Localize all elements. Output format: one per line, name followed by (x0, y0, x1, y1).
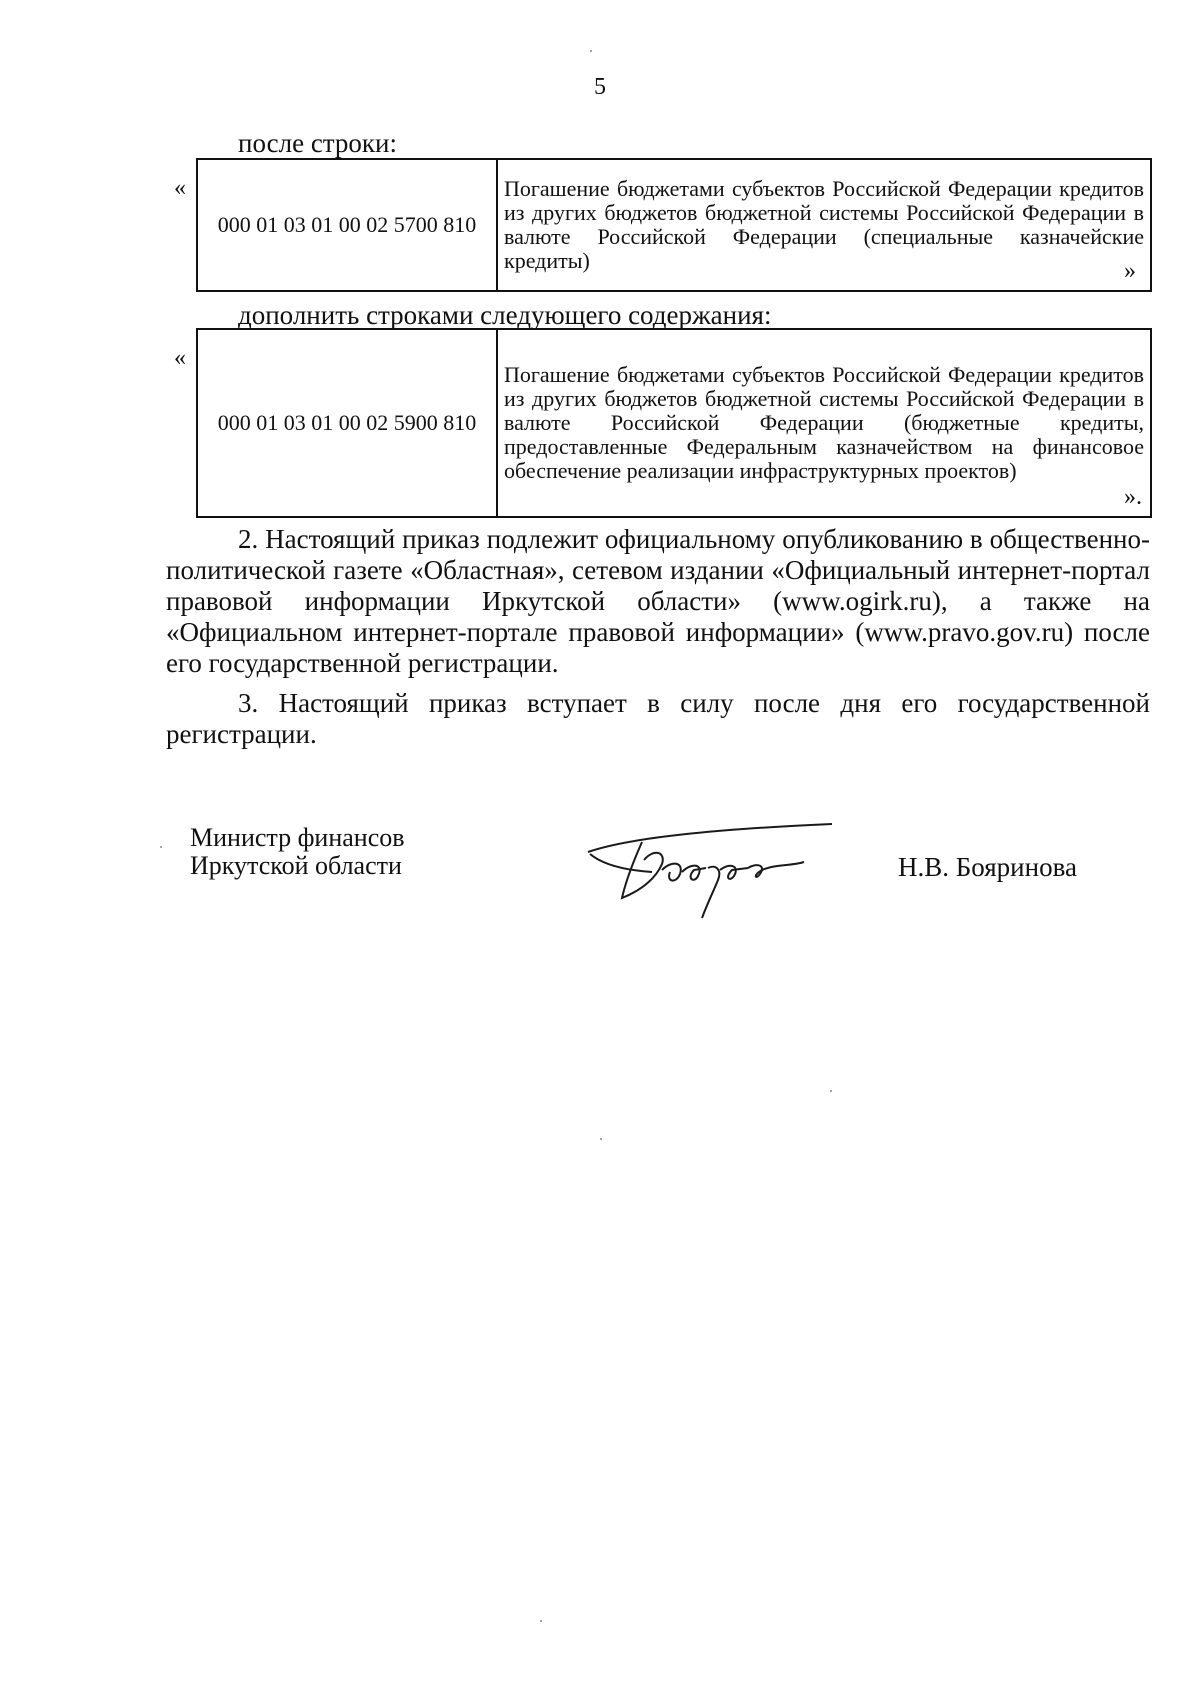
block1-intro: после строки: (238, 128, 397, 158)
paragraph-3: 3. Настоящий приказ вступает в силу после дня его государственной регистрации. (166, 688, 1150, 749)
signatory-name: Н.В. Бояринова (898, 852, 1077, 882)
handwritten-signature (582, 812, 842, 922)
page-number: 5 (594, 74, 606, 100)
signatory-position-line1: Министр финансов (190, 823, 405, 852)
block2-code: 000 01 03 01 00 02 5900 810 (197, 329, 497, 517)
block2-description: Погашение бюджетами субъектов Российской Федерации кредитов из других бюджетов бюджетной системы Российской Федерации в валюте Российской Федерации (бюджетные кредиты, предоставленные Федеральным казначейством на финансовое обеспечение реализации инфраструктурных проектов) (497, 329, 1151, 517)
scan-speck (540, 1620, 542, 1622)
block1-open-quote: « (174, 175, 186, 201)
table-row (197, 329, 1151, 517)
signatory-position-line2: Иркутской области (190, 851, 402, 880)
block2-intro: дополнить строками следующего содержания: (238, 300, 772, 330)
scan-speck (830, 1090, 832, 1092)
scan-speck (160, 846, 162, 848)
block1-code: 000 01 03 01 00 02 5700 810 (197, 159, 497, 291)
scan-speck (600, 1138, 602, 1140)
paragraph-2: 2. Настоящий приказ подлежит официальному опубликованию в общественно-политической газете «Областная», сетевом издании «Официальный интернет-портал правовой информации Иркутской области» (www.ogirk.ru), а также на «Официальном интернет-портале правовой информации» (www.pravo.gov.ru) после его государственной регистрации. (166, 524, 1150, 678)
block1-description: Погашение бюджетами субъектов Российской Федерации кредитов из других бюджетов бюджетной системы Российской Федерации в валюте Российской Федерации (специальные казначейские кредиты) (497, 159, 1151, 291)
block1-table (196, 158, 1152, 292)
block2-table (196, 328, 1152, 518)
block2-open-quote: « (174, 345, 186, 371)
signatory-position (190, 824, 405, 880)
scan-speck (590, 50, 592, 52)
block2-close-quote: ». (1124, 484, 1142, 510)
block1-close-quote: » (1124, 258, 1136, 284)
table-row (197, 159, 1151, 291)
